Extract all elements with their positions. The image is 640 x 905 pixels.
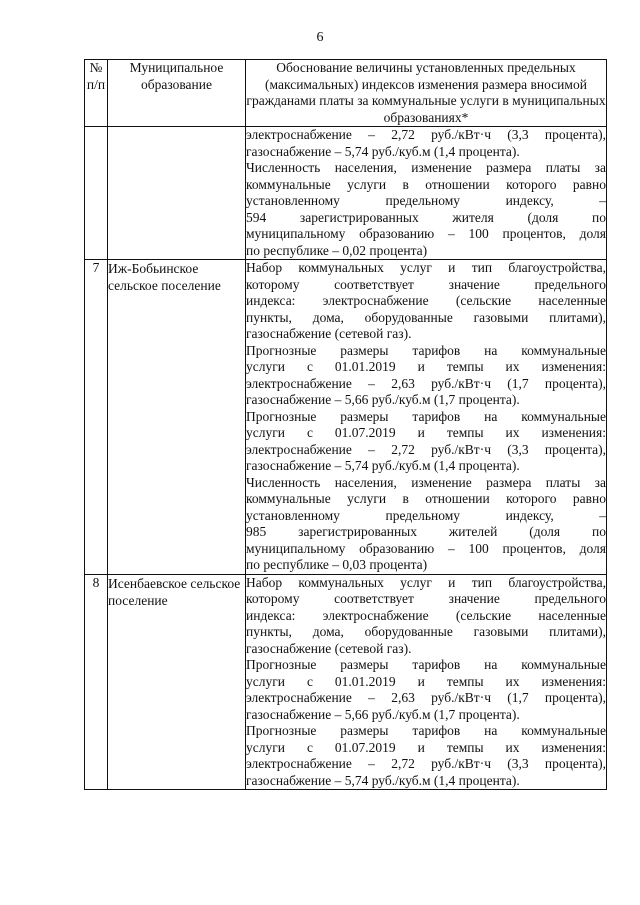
justification-line: муниципальному образованию – 100 процентов, доля bbox=[246, 540, 606, 556]
row-justification bbox=[246, 127, 607, 260]
justification-line: Прогнозные размеры тарифов на коммунальные bbox=[246, 408, 606, 424]
table-row bbox=[85, 260, 607, 575]
header-number: № п/п bbox=[85, 60, 108, 127]
justification-line: Прогнозные размеры тарифов на коммунальные bbox=[246, 723, 606, 738]
justification-line: электроснабжение – 2,72 руб./кВт·ч (3,3 процента), bbox=[246, 756, 606, 771]
row-municipality: Исенбаевское сельское поселение bbox=[108, 574, 246, 790]
row-municipality: Иж-Бобьинское сельское поселение bbox=[108, 260, 246, 575]
justification-line: услуги с 01.01.2019 и темпы их изменения: bbox=[246, 359, 606, 374]
justification-line: Прогнозные размеры тарифов на коммунальные bbox=[246, 657, 606, 672]
justification-line: пункты, дома, оборудованные газовыми плитами), bbox=[246, 309, 606, 325]
justification-line: газоснабжение (сетевой газ). bbox=[246, 326, 412, 341]
justification-line: электроснабжение – 2,72 руб./кВт·ч (3,3 процента), bbox=[246, 127, 606, 142]
justification-line: услуги с 01.01.2019 и темпы их изменения: bbox=[246, 673, 606, 689]
row-justification bbox=[246, 574, 607, 790]
justification-line: Численность населения, изменение размера платы за bbox=[246, 160, 606, 175]
justification-line: газоснабжение (сетевой газ). bbox=[246, 640, 412, 656]
justification-line: Набор коммунальных услуг и тип благоустройства, bbox=[246, 260, 606, 275]
justification-line: газоснабжение – 5,66 руб./куб.м (1,7 процента). bbox=[246, 706, 520, 722]
header-justification: Обоснование величины установленных предельных (максимальных) индексов изменения размера вносимой гражданами платы за коммунальные услуги в муниципальных образованиях* bbox=[246, 60, 606, 125]
justification-line: услуги с 01.07.2019 и темпы их изменения: bbox=[246, 425, 606, 440]
justification-line: газоснабжение – 5,66 руб./куб.м (1,7 процента). bbox=[246, 392, 520, 407]
justification-line: электроснабжение – 2,72 руб./кВт·ч (3,3 процента), bbox=[246, 441, 606, 457]
justification-line: газоснабжение – 5,74 руб./куб.м (1,4 процента). bbox=[246, 143, 520, 159]
row-justification bbox=[246, 260, 607, 575]
justification-line: Набор коммунальных услуг и тип благоустройства, bbox=[246, 574, 606, 590]
justification-line: коммунальные услуги в отношении которого равно bbox=[246, 491, 606, 506]
justification-line: электроснабжение – 2,63 руб./кВт·ч (1,7 процента), bbox=[246, 375, 606, 391]
justification-line: индекса: электроснабжение (сельские населенные bbox=[246, 293, 606, 308]
page-number: 6 bbox=[316, 30, 324, 45]
row-number bbox=[85, 127, 108, 260]
justification-line: газоснабжение – 5,74 руб./куб.м (1,4 процента). bbox=[246, 458, 520, 473]
justification-line: 594 зарегистрированных жителя (доля по bbox=[246, 209, 606, 225]
table-row bbox=[85, 574, 607, 790]
header-municipality: Муниципальное образование bbox=[108, 60, 246, 127]
justification-line: электроснабжение – 2,63 руб./кВт·ч (1,7 процента), bbox=[246, 690, 606, 705]
table-row bbox=[85, 127, 607, 260]
justification-line: по республике – 0,02 процента) bbox=[246, 242, 428, 258]
row-number: 7 bbox=[85, 260, 108, 575]
justification-line: индекса: электроснабжение (сельские населенные bbox=[246, 607, 606, 623]
justification-line: коммунальные услуги в отношении которого равно bbox=[246, 176, 606, 192]
row-number: 8 bbox=[85, 574, 108, 790]
row-municipality bbox=[108, 127, 246, 260]
justification-line: пункты, дома, оборудованные газовыми плитами), bbox=[246, 624, 606, 639]
justification-line: муниципальному образованию – 100 процентов, доля bbox=[246, 226, 606, 241]
table-header-row bbox=[85, 60, 607, 127]
justification-line: газоснабжение – 5,74 руб./куб.м (1,4 процента). bbox=[246, 772, 520, 788]
justification-line: Прогнозные размеры тарифов на коммунальные bbox=[246, 342, 606, 358]
justification-line: которому соответствует значение предельного bbox=[246, 591, 606, 606]
justification-line: Численность населения, изменение размера платы за bbox=[246, 474, 606, 490]
justification-line: которому соответствует значение предельного bbox=[246, 276, 606, 292]
tariff-index-table bbox=[84, 59, 607, 790]
justification-line: 985 зарегистрированных жителей (доля по bbox=[246, 524, 606, 539]
justification-line: услуги с 01.07.2019 и темпы их изменения: bbox=[246, 739, 606, 755]
justification-line: установленному предельному индексу, – bbox=[246, 507, 606, 523]
justification-line: по республике – 0,03 процента) bbox=[246, 557, 428, 572]
justification-line: установленному предельному индексу, – bbox=[246, 193, 606, 208]
